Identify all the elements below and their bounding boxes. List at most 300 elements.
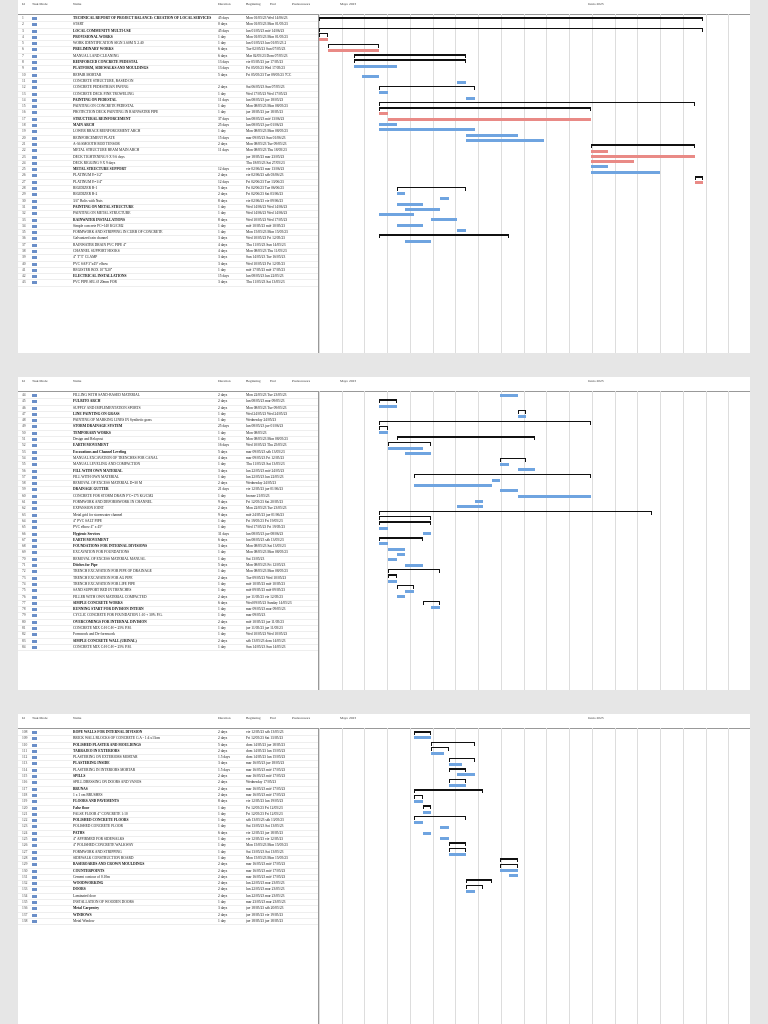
task-dates: lun 22/05/23 mié 24/05/23	[246, 468, 285, 473]
task-bar[interactable]	[379, 91, 388, 94]
timeline-gridline	[342, 14, 343, 353]
task-bar[interactable]	[591, 171, 660, 174]
column-header	[18, 0, 750, 15]
task-bar[interactable]	[414, 821, 423, 824]
task-bar[interactable]	[431, 752, 444, 755]
timeline-gridline	[319, 728, 320, 1024]
task-name: PROTECTION DECK PAINTING IN RAINWATER PIPE	[73, 110, 159, 115]
task-bar[interactable]	[518, 468, 535, 471]
timeline-month-1: Mayo 2023	[340, 379, 357, 383]
task-duration: 3 days	[218, 468, 228, 473]
task-bar[interactable]	[414, 736, 431, 739]
task-bar[interactable]	[423, 811, 432, 814]
task-name: REMOVAL OF EXCESS MATERIAL D=30 M	[73, 481, 143, 486]
summary-bar[interactable]	[388, 442, 431, 444]
task-mode-icon	[32, 838, 37, 841]
summary-bar[interactable]	[695, 176, 704, 178]
task-id: 27	[22, 179, 26, 184]
task-mode-icon	[32, 23, 37, 26]
task-name: MANUAL LEVELING AND COMPACTION	[73, 462, 141, 467]
summary-bar[interactable]	[466, 879, 492, 881]
task-bar[interactable]	[457, 81, 466, 84]
task-name: LINE PAINTING ON GRASS	[73, 411, 120, 416]
task-bar[interactable]	[518, 415, 527, 418]
summary-bar[interactable]	[397, 187, 466, 189]
task-bar[interactable]	[457, 505, 483, 508]
task-bar[interactable]	[466, 890, 475, 893]
task-dates: lun 08/05/23 jue 08/06/23	[246, 531, 284, 536]
task-id: 75	[22, 588, 26, 593]
task-bar[interactable]	[405, 590, 414, 593]
task-row[interactable]	[18, 280, 318, 286]
task-dates: mar 09/05/23 Fri 12/05/23	[246, 455, 285, 460]
summary-bar[interactable]	[500, 458, 526, 460]
timeline-month-2: Junio 2023	[588, 2, 604, 6]
task-bar[interactable]	[500, 489, 517, 492]
task-id: 63	[22, 512, 26, 517]
col-duration: Duration	[218, 716, 231, 720]
task-mode-icon	[32, 825, 37, 828]
task-bar[interactable]	[449, 784, 466, 787]
task-mode-icon	[32, 256, 37, 259]
task-mode-icon	[32, 646, 37, 649]
task-table	[18, 16, 318, 287]
task-bar[interactable]	[379, 405, 396, 408]
task-mode-icon	[32, 143, 37, 146]
task-duration: 15 days	[218, 274, 230, 279]
task-duration: 2 days	[218, 575, 228, 580]
summary-bar[interactable]	[379, 521, 431, 523]
task-name: TRENCH EXCAVATION FOR LIFE PIPE	[73, 581, 136, 586]
task-duration: 9 days	[218, 500, 228, 505]
task-duration: 1 day	[218, 518, 226, 523]
task-dates: mar 16/05/23 jue 18/05/23	[246, 761, 285, 766]
col-task-mode: Task Mode	[32, 2, 48, 6]
task-row[interactable]	[18, 919, 318, 925]
task-mode-icon	[32, 48, 37, 51]
task-bar[interactable]	[500, 869, 517, 872]
task-dates: Mon 08/05/23 Mon 08/05/23	[246, 550, 288, 555]
timeline-gridline	[478, 728, 479, 1024]
task-bar[interactable]	[466, 134, 518, 137]
task-name: PAINTING ON PEDESTAL	[73, 97, 117, 102]
task-dates: Wed 10/05/23 Thu 25/05/23	[246, 443, 287, 448]
task-mode-icon	[32, 17, 37, 20]
task-dates: dom 14/05/23 lun 15/05/23	[246, 755, 286, 760]
column-header	[18, 714, 750, 729]
task-mode-icon	[32, 482, 37, 485]
task-duration: 1 day	[218, 581, 226, 586]
task-name: SAND SUPPORT BED IN TRENCHES	[73, 588, 132, 593]
task-duration: 1 day	[218, 418, 226, 423]
task-bar[interactable]	[492, 479, 501, 482]
task-mode-icon	[32, 244, 37, 247]
summary-bar[interactable]	[518, 410, 527, 412]
task-bar[interactable]	[440, 837, 449, 840]
task-bar[interactable]	[379, 213, 414, 216]
summary-bar[interactable]	[354, 59, 466, 61]
task-dates: mié 10/05/23 jue 11/05/23	[246, 619, 284, 624]
task-name: 3/4" Bolts with Nuts	[73, 198, 103, 203]
task-name: EARTH MOVEMENT	[73, 537, 109, 542]
task-duration: 45 days	[218, 28, 230, 33]
task-duration: 2 days	[218, 638, 228, 643]
task-mode-icon	[32, 558, 37, 561]
task-mode-icon	[32, 425, 37, 428]
task-bar[interactable]	[500, 394, 517, 397]
task-dates: lun 08/05/23 lun 22/05/23	[246, 274, 284, 279]
task-bar[interactable]	[388, 558, 397, 561]
gantt-timeline	[318, 391, 750, 690]
task-bar[interactable]	[423, 532, 432, 535]
task-duration: 5 days	[218, 186, 228, 191]
task-id: 83	[22, 638, 26, 643]
task-bar[interactable]	[591, 165, 608, 168]
task-bar[interactable]	[362, 75, 379, 78]
task-name: CYCLIC CONCRETE FOR FOUNDATION 1:10 + 30% P.G.	[73, 613, 163, 618]
task-dates: mar 16/05/23 mié 17/05/23	[246, 868, 286, 873]
summary-bar[interactable]	[449, 768, 466, 770]
col-predecessors: Predecessors	[292, 2, 311, 6]
task-mode-icon	[32, 888, 37, 891]
task-mode-icon	[32, 200, 37, 203]
task-mode-icon	[32, 275, 37, 278]
summary-bar[interactable]	[397, 585, 414, 587]
summary-bar[interactable]	[379, 421, 591, 423]
task-name: Excavations and Channel Leveling	[73, 449, 127, 454]
task-name: FOUNDATIONS FOR INTERNAL DIVISIONS	[73, 544, 148, 549]
task-dates: mar 16/05/23 mié 17/05/23	[246, 792, 286, 797]
task-bar[interactable]	[457, 229, 466, 232]
task-bar[interactable]	[405, 564, 422, 567]
summary-bar[interactable]	[379, 426, 388, 428]
timeline-gridline	[364, 391, 365, 690]
critical-task-bar[interactable]	[591, 160, 634, 163]
task-duration: 1 day	[218, 437, 226, 442]
timeline-gridline	[410, 728, 411, 1024]
summary-bar[interactable]	[319, 33, 328, 35]
task-bar[interactable]	[440, 826, 449, 829]
task-bar[interactable]	[440, 197, 449, 200]
task-dates: Thu 11/05/23 Sun 14/05/23	[246, 242, 286, 247]
task-bar[interactable]	[379, 527, 388, 530]
task-mode-icon	[32, 907, 37, 910]
summary-bar[interactable]	[449, 758, 475, 760]
critical-task-bar[interactable]	[328, 49, 380, 52]
task-mode-icon	[32, 105, 37, 108]
task-dates: Mon 22/05/23 Tue 23/05/23	[246, 506, 287, 511]
task-name: PAINTING ON CONCRETE PEDESTAL	[73, 104, 135, 109]
summary-bar[interactable]	[431, 747, 448, 749]
critical-task-bar[interactable]	[388, 118, 591, 121]
col-beginning: Beginning	[246, 716, 261, 720]
task-dates: jue 18/05/23 jue 18/05/23	[246, 110, 284, 115]
timeline-gridline	[660, 391, 661, 690]
task-bar[interactable]	[405, 208, 440, 211]
task-name: PLATINUM E=1/4"	[73, 179, 103, 184]
task-name: PRELIMINARY WORKS	[73, 47, 114, 52]
task-duration: 1 day	[218, 818, 226, 823]
critical-task-bar[interactable]	[591, 150, 608, 153]
task-duration: 6 days	[218, 537, 228, 542]
task-dates: Tue 09/05/23 Wed 10/05/23	[246, 575, 287, 580]
task-id: 24	[22, 160, 26, 165]
task-mode-icon	[32, 851, 37, 854]
summary-bar[interactable]	[319, 28, 703, 30]
task-bar[interactable]	[405, 240, 431, 243]
task-bar[interactable]	[475, 500, 484, 503]
timeline-month-1: Mayo 2023	[340, 2, 357, 6]
task-duration: 9 days	[218, 512, 228, 517]
task-name: FORMWORK AND DEFORMWORK IN CHANNEL	[73, 500, 153, 505]
task-duration: 1.5 days	[218, 767, 230, 772]
task-id: 80	[22, 619, 26, 624]
task-mode-icon	[32, 895, 37, 898]
task-mode-icon	[32, 407, 37, 410]
timeline-gridline	[706, 391, 707, 690]
summary-bar[interactable]	[414, 474, 591, 476]
critical-task-bar[interactable]	[319, 38, 328, 41]
summary-bar[interactable]	[379, 399, 396, 401]
task-bar[interactable]	[449, 763, 462, 766]
task-bar[interactable]	[397, 595, 406, 598]
task-id: 123	[22, 824, 28, 829]
task-name: A-36 SMOOTH ROD TENSOR	[73, 141, 120, 146]
task-bar[interactable]	[405, 452, 431, 455]
summary-bar[interactable]	[414, 795, 423, 797]
timeline-gridline	[342, 391, 343, 690]
task-bar[interactable]	[431, 218, 457, 221]
task-id: 42	[22, 274, 26, 279]
task-bar[interactable]	[388, 447, 423, 450]
task-mode-icon	[32, 621, 37, 624]
task-bar[interactable]	[449, 853, 466, 856]
task-id: 45	[22, 399, 26, 404]
task-name: CONCRETE MIX C:H C:H = 25% P.M.	[73, 644, 132, 649]
task-row[interactable]	[18, 645, 318, 651]
timeline-month-1: Mayo 2023	[340, 716, 357, 720]
task-id: 126	[22, 843, 28, 848]
col-end: End	[270, 379, 276, 383]
task-duration: 1 day	[218, 900, 226, 905]
task-mode-icon	[32, 237, 37, 240]
task-dates: dom 14/05/23 lun 15/05/23	[246, 748, 286, 753]
task-mode-icon	[32, 775, 37, 778]
task-mode-icon	[32, 269, 37, 272]
task-duration: 1 day	[218, 811, 226, 816]
task-bar[interactable]	[414, 484, 492, 487]
task-dates: mar 09/05/23 mar 09/05/23	[246, 607, 286, 612]
summary-bar[interactable]	[379, 537, 422, 539]
task-name: CONCRETE STRUCTURE, BASED ON	[73, 78, 134, 83]
summary-bar[interactable]	[319, 17, 703, 19]
task-id: 66	[22, 531, 26, 536]
task-duration: 1 day	[218, 223, 226, 228]
summary-bar[interactable]	[414, 816, 466, 818]
task-name: LOCAL COMMUNITY MULTI-USE	[73, 28, 132, 33]
task-duration: 2 days	[218, 774, 228, 779]
task-dates: Fri 02/06/23 Sat 03/06/23	[246, 192, 284, 197]
task-dates: Wed 10/05/23 Fri 12/05/23	[246, 261, 285, 266]
summary-bar[interactable]	[449, 848, 466, 850]
task-name: Laminated door	[73, 893, 96, 898]
summary-bar[interactable]	[388, 574, 397, 576]
task-bar[interactable]	[518, 495, 591, 498]
task-bar[interactable]	[466, 97, 475, 100]
task-name: DOORS	[73, 887, 86, 892]
task-duration: 11 days	[218, 97, 229, 102]
summary-bar[interactable]	[414, 731, 431, 733]
task-bar[interactable]	[379, 128, 474, 131]
task-bar[interactable]	[500, 463, 509, 466]
task-bar[interactable]	[388, 580, 397, 583]
task-name: BRUNAS	[73, 786, 88, 791]
task-bar[interactable]	[379, 123, 396, 126]
task-id: 54	[22, 455, 26, 460]
summary-bar[interactable]	[328, 44, 380, 46]
task-duration: 1 day	[218, 569, 226, 574]
task-id: 120	[22, 805, 28, 810]
task-name: POLISHED PLASTER AND MOULDINGS	[73, 742, 141, 747]
task-id: 38	[22, 248, 26, 253]
timeline-gridline	[410, 14, 411, 353]
critical-task-bar[interactable]	[695, 181, 704, 184]
task-duration: 2 days	[218, 481, 228, 486]
task-mode-icon	[32, 413, 37, 416]
task-name: DRAINAGE GUTTER	[73, 487, 109, 492]
task-name: RAINWATER INSTALLATIONS	[73, 217, 126, 222]
summary-bar[interactable]	[379, 234, 509, 236]
task-bar[interactable]	[397, 203, 423, 206]
task-mode-icon	[32, 225, 37, 228]
task-bar[interactable]	[397, 192, 406, 195]
task-name: ROPE WALLS FOR INTERNAL DIVISION	[73, 730, 143, 734]
summary-bar[interactable]	[388, 569, 440, 571]
task-duration: 1 day	[218, 230, 226, 235]
task-mode-icon	[32, 914, 37, 917]
task-name: PROVISIONAL WORKS	[73, 34, 113, 39]
task-mode-icon	[32, 564, 37, 567]
task-bar[interactable]	[354, 65, 397, 68]
timeline-gridline	[501, 728, 502, 1024]
summary-bar[interactable]	[500, 858, 517, 860]
task-duration: 1 day	[218, 644, 226, 649]
summary-bar[interactable]	[500, 864, 517, 866]
task-id: 10	[22, 72, 26, 77]
col-name: Name	[73, 716, 82, 720]
summary-bar[interactable]	[379, 107, 591, 109]
summary-bar[interactable]	[431, 742, 474, 744]
task-name: PAINTING ON METAL STRUCTURE	[73, 204, 134, 209]
task-mode-icon	[32, 36, 37, 39]
task-name: TRENCH EXCAVATION FOR AG PIPE	[73, 575, 133, 580]
task-duration: 5 days	[218, 449, 228, 454]
summary-bar[interactable]	[449, 842, 466, 844]
task-id: 33	[22, 217, 26, 222]
task-id: 4	[22, 34, 24, 39]
task-dates: mar 16/05/23 mié 17/05/23	[246, 874, 286, 879]
task-dates: vie 02/06/23 sáb 03/06/23	[246, 173, 284, 178]
task-bar[interactable]	[414, 800, 423, 803]
summary-bar[interactable]	[423, 805, 432, 807]
task-dates: Fri 12/05/23 Fri 12/05/23	[246, 811, 283, 816]
summary-bar[interactable]	[449, 779, 466, 781]
summary-bar[interactable]	[423, 601, 440, 603]
task-mode-icon	[32, 444, 37, 447]
task-duration: 1 day	[218, 550, 226, 555]
task-dates: lun 22/05/23 mar 23/05/23	[246, 881, 285, 886]
task-mode-icon	[32, 551, 37, 554]
task-bar[interactable]	[509, 874, 518, 877]
summary-bar[interactable]	[379, 511, 651, 513]
timeline-gridline	[319, 14, 320, 353]
task-mode-icon	[32, 67, 37, 70]
summary-bar[interactable]	[354, 54, 466, 56]
summary-bar[interactable]	[379, 102, 694, 104]
critical-task-bar[interactable]	[591, 155, 695, 158]
task-bar[interactable]	[388, 548, 405, 551]
critical-task-bar[interactable]	[379, 112, 388, 115]
task-id: 34	[22, 223, 26, 228]
task-name: CONCRETE PEDESTRIAN PAVING	[73, 85, 129, 90]
summary-bar[interactable]	[466, 885, 483, 887]
task-bar[interactable]	[379, 431, 388, 434]
task-duration: 1 day	[218, 110, 226, 115]
task-duration: 13 days	[218, 66, 230, 71]
task-id: 21	[22, 141, 26, 146]
task-duration: 8 days	[218, 799, 228, 804]
task-mode-icon	[32, 149, 37, 152]
task-mode-icon	[32, 193, 37, 196]
task-mode-icon	[32, 533, 37, 536]
task-dates: vie 02/06/23 mar 13/06/23	[246, 167, 285, 172]
task-name: DECK TIGHTENING 9 X 9.6 days	[73, 154, 125, 159]
task-dates: lun 08/05/23 mié 13/06/23	[246, 116, 285, 121]
task-mode-icon	[32, 731, 37, 734]
timeline-gridline	[683, 14, 684, 353]
task-bar[interactable]	[397, 553, 406, 556]
task-bar[interactable]	[423, 832, 432, 835]
task-bar[interactable]	[431, 606, 440, 609]
task-bar[interactable]	[397, 224, 423, 227]
task-dates: mié 10/05/23 mié 10/05/23	[246, 223, 286, 228]
timeline-gridline	[615, 391, 616, 690]
summary-bar[interactable]	[379, 86, 474, 88]
task-duration: 3 days	[218, 236, 228, 241]
task-name: RAINWATER DRAIN PVC PIPE 4"	[73, 242, 127, 247]
task-name: STORM DRAINAGE SYSTEM	[73, 424, 123, 429]
task-bar[interactable]	[379, 542, 388, 545]
col-duration: Duration	[218, 379, 231, 383]
task-dates: Fri 12/05/23 Sat 20/05/23	[246, 500, 284, 505]
task-dates: jue 18/05/23 vie 19/05/23	[246, 912, 284, 917]
task-bar[interactable]	[466, 139, 544, 142]
task-name: CONCRETE DECK FINE TROWELING	[73, 91, 134, 96]
summary-bar[interactable]	[379, 516, 431, 518]
summary-bar[interactable]	[591, 144, 695, 146]
task-id: 15	[22, 104, 26, 109]
col-predecessors: Predecessors	[292, 379, 311, 383]
task-bar[interactable]	[457, 773, 474, 776]
task-id: 113	[22, 761, 28, 766]
summary-bar[interactable]	[414, 789, 483, 791]
task-mode-icon	[32, 539, 37, 542]
task-name: ELECTRICAL INSTALLATIONS	[73, 274, 127, 279]
summary-bar[interactable]	[397, 436, 535, 438]
timeline-gridline	[728, 728, 729, 1024]
task-mode-icon	[32, 187, 37, 190]
task-name: Galvanized rain channel	[73, 236, 108, 241]
